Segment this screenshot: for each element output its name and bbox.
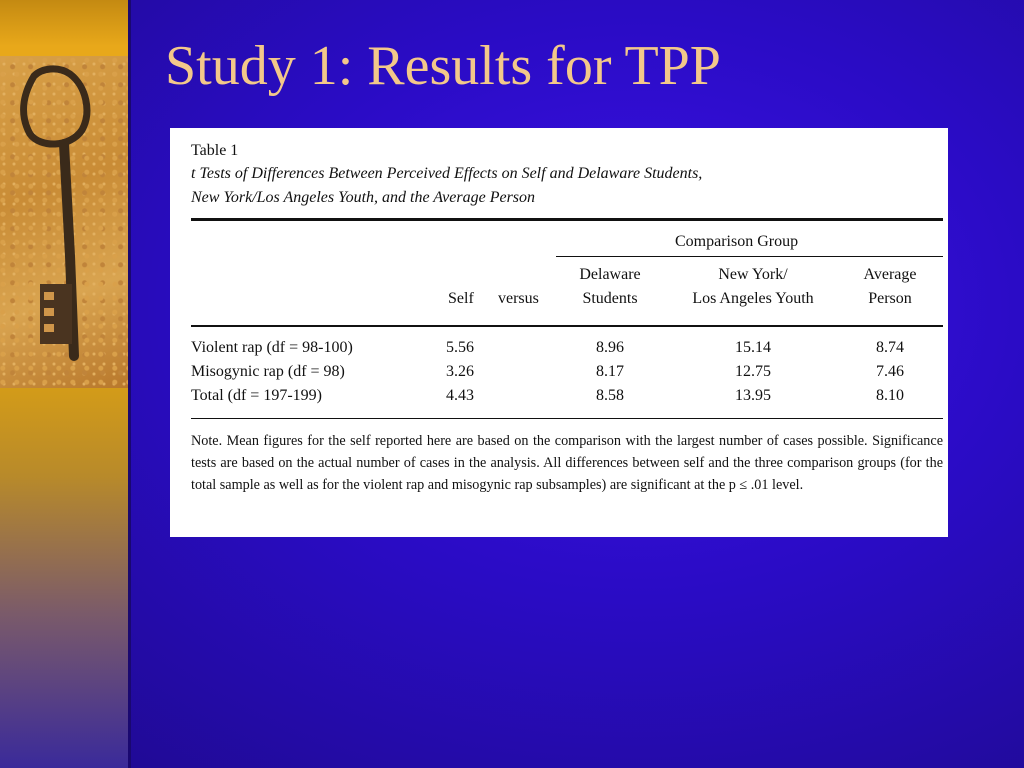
cell-delaware: 8.58 (596, 387, 624, 404)
cell-self: 3.26 (446, 363, 474, 380)
cell-average: 8.74 (876, 339, 904, 356)
panel-divider (128, 0, 131, 768)
col-header-ny-la-line2: Los Angeles Youth (692, 290, 814, 307)
col-header-ny-la-line1: New York/ (718, 266, 788, 283)
bottom-rule (191, 418, 943, 419)
slide-title: Study 1: Results for TPP (165, 35, 721, 97)
antique-key-icon (0, 56, 128, 388)
cell-ny-la: 15.14 (735, 339, 771, 356)
cell-delaware: 8.96 (596, 339, 624, 356)
header-rule (191, 325, 943, 327)
row-label: Misogynic rap (df = 98) (191, 363, 345, 380)
key-photo (0, 56, 128, 388)
cell-delaware: 8.17 (596, 363, 624, 380)
top-rule (191, 218, 943, 221)
col-header-average-line2: Person (868, 290, 912, 307)
row-label: Total (df = 197-199) (191, 387, 322, 404)
table-note: Note. Mean figures for the self reported here are based on the comparison with the largest number of cases possible. Significance tests are based on the actual number of cases in the analysis. All differences between self and the three comparison groups (for the total sample as well as for the violent rap and misogynic rap subsamples) are significant at the p ≤ .01 level. (191, 433, 943, 493)
cell-average: 7.46 (876, 363, 904, 380)
cell-self: 5.56 (446, 339, 474, 356)
col-header-delaware-line2: Students (582, 290, 638, 307)
cell-ny-la: 13.95 (735, 387, 771, 404)
col-header-self: Self (448, 290, 474, 307)
col-header-versus: versus (498, 290, 539, 307)
cell-self: 4.43 (446, 387, 474, 404)
col-header-delaware-line1: Delaware (579, 266, 641, 283)
results-table-image (170, 128, 948, 537)
table-heading: Table 1 (191, 142, 239, 159)
group-rule (556, 256, 943, 257)
comparison-group-header: Comparison Group (675, 233, 799, 250)
cell-ny-la: 12.75 (735, 363, 771, 380)
table-caption-line1: t Tests of Differences Between Perceived Effects on Self and Delaware Students, (191, 165, 703, 182)
row-label: Violent rap (df = 98-100) (191, 339, 353, 356)
cell-average: 8.10 (876, 387, 904, 404)
col-header-average-line1: Average (863, 266, 917, 283)
table-caption-line2: New York/Los Angeles Youth, and the Average Person (191, 189, 536, 206)
